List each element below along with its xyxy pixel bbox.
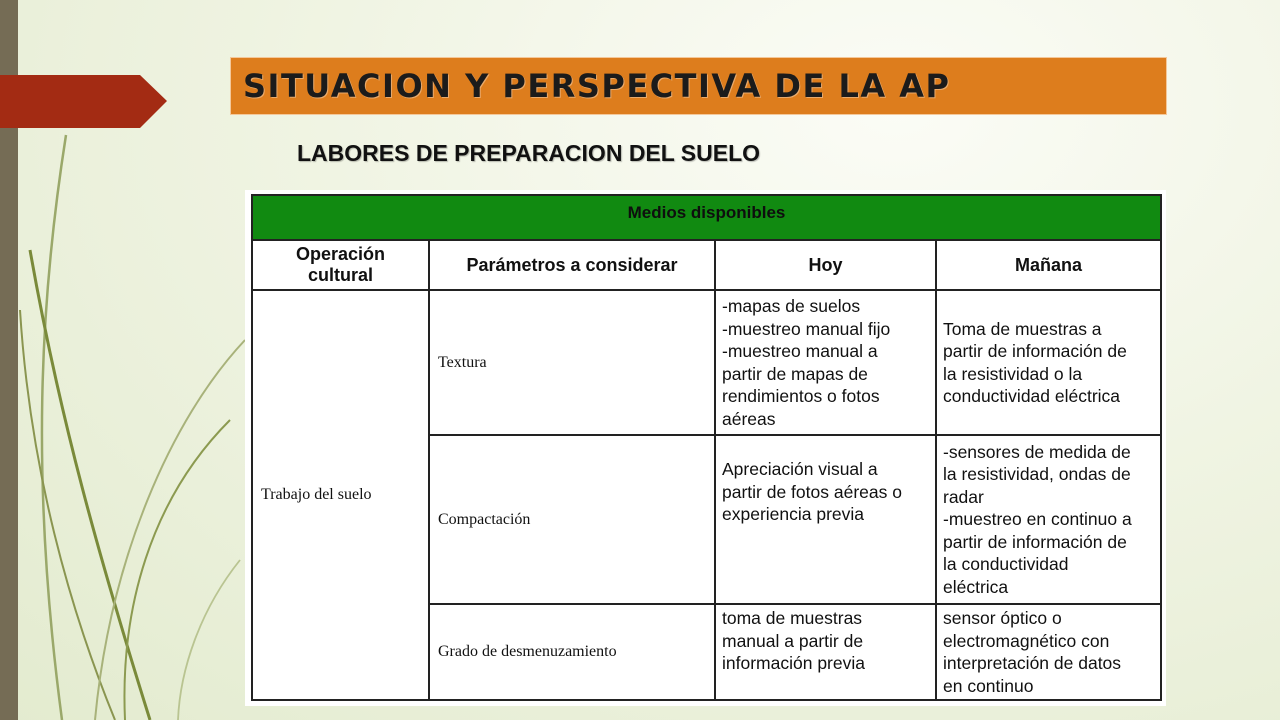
table-banner: Medios disponibles <box>252 195 1161 240</box>
red-arrow-marker <box>0 75 167 128</box>
parameter-cell: Grado de desmenuzamiento <box>429 604 715 700</box>
text-line: toma de muestras <box>722 608 863 628</box>
text-line: conductividad eléctrica <box>943 386 1121 406</box>
text-line: partir de información de <box>943 341 1127 361</box>
text-line: eléctrica <box>943 576 1009 597</box>
text-line: interpretación de datos <box>943 653 1122 673</box>
header-today: Hoy <box>715 240 936 290</box>
header-operation-line: Operación <box>295 244 386 264</box>
text-line: electromagnético con <box>943 630 1110 651</box>
tomorrow-cell <box>936 604 1161 700</box>
comparison-table <box>251 194 1162 701</box>
text-line: manual a partir de <box>722 630 864 651</box>
comparison-table-container <box>245 190 1166 706</box>
header-tomorrow: Mañana <box>936 240 1161 290</box>
parameter-cell: Textura <box>429 290 715 435</box>
tomorrow-cell <box>936 290 1161 435</box>
text-line: -muestreo en continuo a <box>943 509 1132 530</box>
parameter-cell: Compactación <box>429 435 715 604</box>
text-line: la resistividad, ondas de <box>943 464 1131 485</box>
header-parameters: Parámetros a considerar <box>429 240 715 290</box>
text-line: radar <box>943 486 984 507</box>
text-line: -muestreo manual fijo <box>722 318 891 339</box>
today-cell <box>715 604 936 700</box>
text-line: en continuo <box>943 675 1034 696</box>
text-line: partir de información de <box>943 531 1127 552</box>
slide-title: SITUACION Y PERSPECTIVA DE LA AP <box>243 67 951 105</box>
tomorrow-cell <box>936 435 1161 604</box>
text-line: -mapas de suelos <box>722 296 861 316</box>
text-line: sensor óptico o <box>943 608 1062 628</box>
header-operation <box>252 240 429 290</box>
header-operation-line: cultural <box>307 265 373 285</box>
text-line: aéreas <box>722 408 776 429</box>
text-line: -muestreo manual a <box>722 341 878 361</box>
text-line: Toma de muestras a <box>943 318 1102 339</box>
text-line: -sensores de medida de <box>943 441 1131 462</box>
text-line: la conductividad <box>943 554 1069 575</box>
slide-subtitle: LABORES DE PREPARACION DEL SUELO <box>297 140 761 166</box>
title-bar <box>230 57 1167 115</box>
today-cell <box>715 290 936 435</box>
text-line: información previa <box>722 653 865 673</box>
text-line: partir de mapas de <box>722 363 868 384</box>
text-line: la resistividad o la <box>943 363 1083 384</box>
text-line: rendimientos o fotos <box>722 386 880 406</box>
text-line: experiencia previa <box>722 504 865 524</box>
text-line: partir de fotos aéreas o <box>722 481 902 502</box>
today-cell <box>715 435 936 604</box>
operation-cell: Trabajo del suelo <box>252 290 429 700</box>
text-line: Apreciación visual a <box>722 459 878 479</box>
